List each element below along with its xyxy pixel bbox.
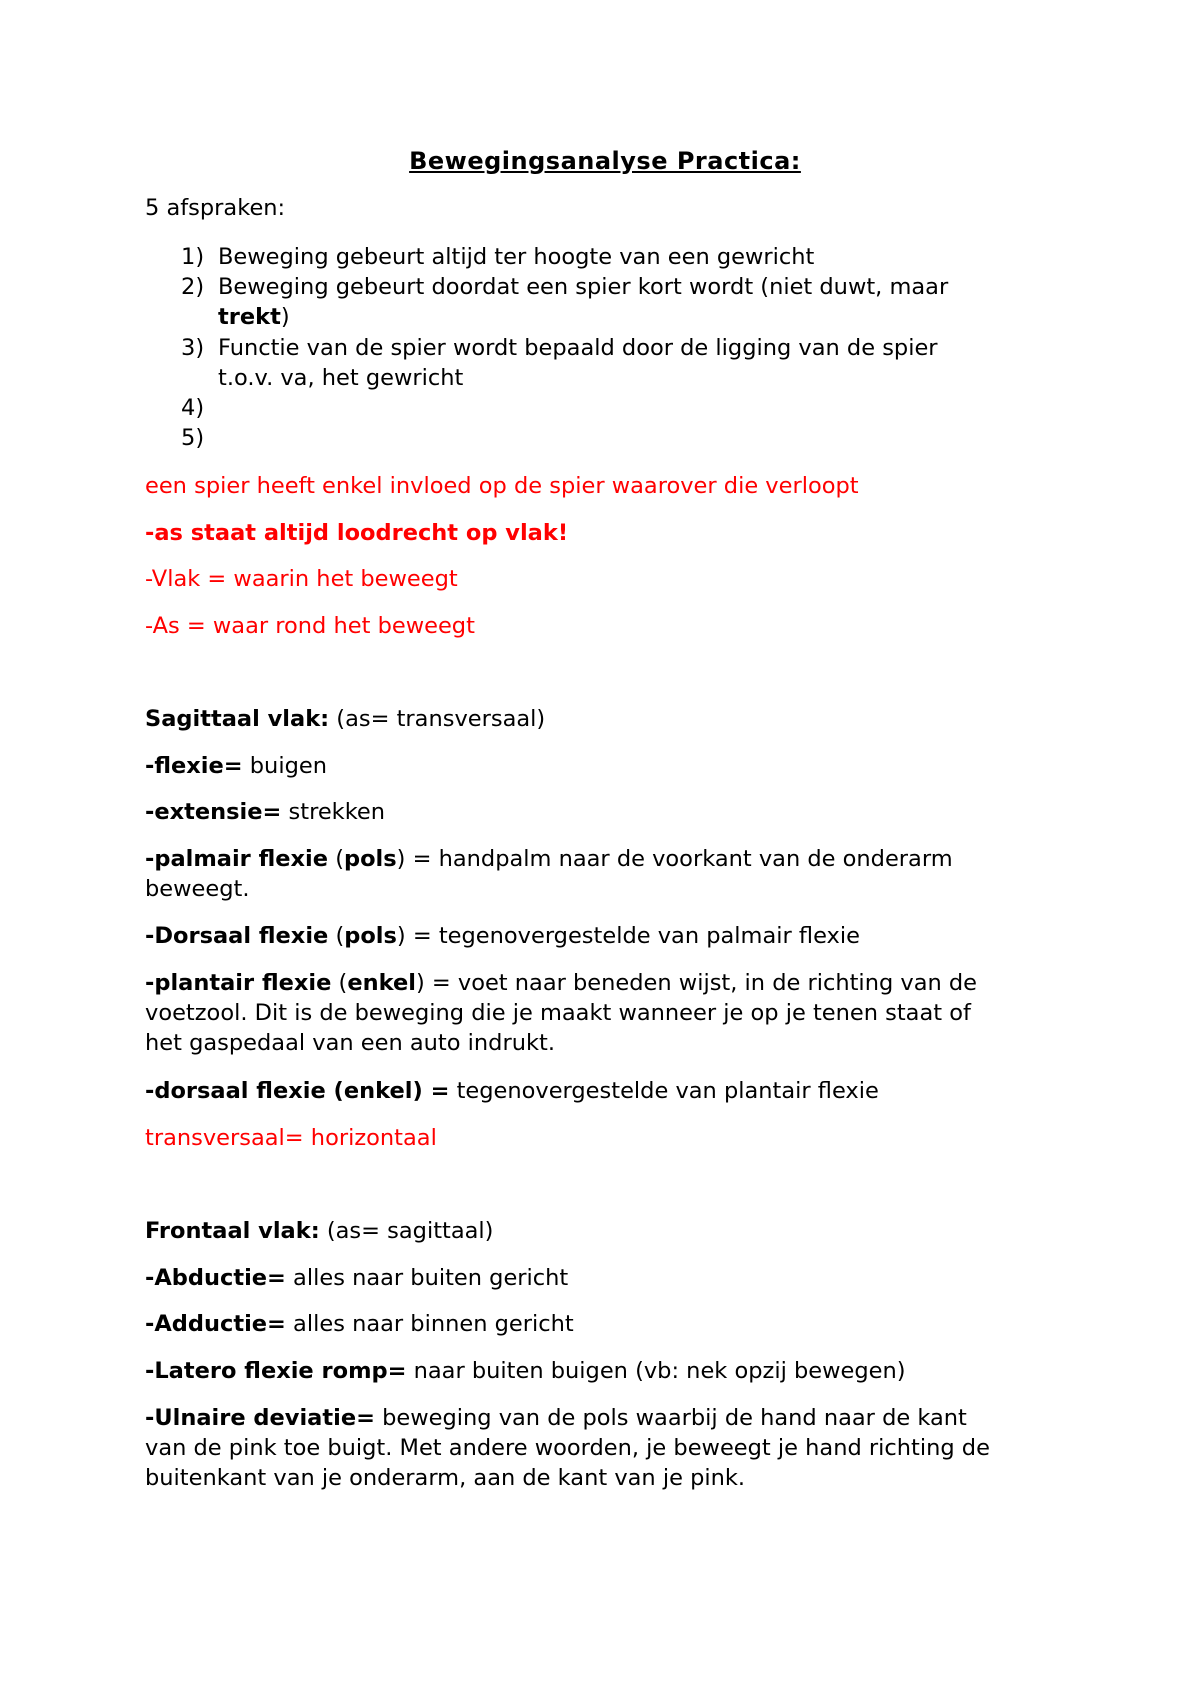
definition: het gaspedaal van een auto indrukt.: [145, 1030, 555, 1056]
definition: voetzool. Dit is de beweging die je maakt wanneer je op je tenen staat of: [145, 1000, 971, 1026]
term: -flexie=: [145, 753, 243, 779]
paren: ) =: [396, 923, 432, 949]
definition-line: [145, 844, 1065, 904]
definition: buigen: [242, 753, 327, 779]
list-text-line: Functie van de spier wordt bepaald door de ligging van de spier: [218, 335, 938, 361]
paren: ) =: [396, 846, 432, 872]
term: -plantair flexie: [145, 970, 332, 996]
definition: strekken: [281, 799, 386, 825]
term: pols: [343, 846, 397, 872]
term: -Abductie=: [145, 1265, 286, 1291]
list-text-line2: t.o.v. va, het gewricht: [218, 365, 464, 391]
definition: tegenovergestelde van palmair flexie: [431, 923, 860, 949]
list-number: 4): [181, 395, 205, 421]
definition-line: [145, 921, 1065, 951]
list-text-line: Beweging gebeurt doordat een spier kort wordt (niet duwt, maar: [218, 274, 949, 300]
list-text: [218, 333, 1038, 393]
definition-line: [145, 1403, 1065, 1493]
list-number: 2): [181, 274, 205, 300]
paren: (: [328, 923, 345, 949]
list-number: 1): [181, 244, 205, 270]
red-bold-text: -as staat altijd loodrecht op vlak!: [145, 520, 569, 546]
definition-line: [145, 1309, 1065, 1339]
definition: alles naar buiten gericht: [285, 1265, 569, 1291]
definition: alles naar binnen gericht: [285, 1311, 574, 1337]
red-note-bold: [145, 518, 1065, 548]
list-number: 3): [181, 335, 205, 361]
list-text: [218, 272, 1038, 332]
section-heading-frontaal: [145, 1216, 1065, 1246]
list-bold: trekt: [218, 304, 281, 330]
term: -palmair flexie: [145, 846, 329, 872]
term: -Ulnaire deviatie=: [145, 1405, 375, 1431]
paren: (: [328, 846, 344, 872]
term: -dorsaal flexie (enkel) =: [145, 1078, 450, 1104]
term: pols: [344, 923, 397, 949]
term: -extensie=: [145, 799, 282, 825]
heading-bold: Sagittaal vlak:: [145, 706, 330, 732]
list-text-after: ): [280, 304, 290, 330]
definition-line: [145, 1263, 1065, 1293]
paren: ) =: [415, 970, 451, 996]
definition: beweging van de pols waarbij de hand naar de kant: [374, 1405, 967, 1431]
definition: beweegt.: [145, 876, 250, 902]
section-heading-sagittaal: [145, 704, 1065, 734]
red-note: een spier heeft enkel invloed op de spier waarover die verloopt: [145, 473, 859, 499]
definition-line: [145, 968, 1065, 1058]
term: enkel: [347, 970, 416, 996]
heading-bold: Frontaal vlak:: [145, 1218, 320, 1244]
definition: voet naar beneden wijst, in de richting van de: [450, 970, 978, 996]
document-title: Bewegingsanalyse Practica:: [409, 147, 801, 175]
term: -Dorsaal flexie: [145, 923, 329, 949]
intro-text: 5 afspraken:: [145, 195, 286, 221]
definition: buitenkant van je onderarm, aan de kant van je pink.: [145, 1465, 746, 1491]
definition: naar buiten buigen (vb: nek opzij bewegen): [406, 1358, 906, 1384]
definition-line: [145, 751, 1065, 781]
list-text: Beweging gebeurt altijd ter hoogte van een gewricht: [218, 244, 815, 270]
definition-line: [145, 1356, 1065, 1386]
definition-line: [145, 797, 1065, 827]
red-note: -Vlak = waarin het beweegt: [145, 566, 458, 592]
list-number: 5): [181, 425, 205, 451]
definition: handpalm naar de voorkant van de onderarm: [431, 846, 953, 872]
heading-text: (as= transversaal): [329, 706, 546, 732]
term: -Adductie=: [145, 1311, 286, 1337]
definition: tegenovergestelde van plantair flexie: [449, 1078, 879, 1104]
red-note: transversaal= horizontaal: [145, 1125, 437, 1151]
definition-line: [145, 1076, 1065, 1106]
heading-text: (as= sagittaal): [319, 1218, 494, 1244]
definition: van de pink toe buigt. Met andere woorden, je beweegt je hand richting de: [145, 1435, 990, 1461]
red-note: -As = waar rond het beweegt: [145, 613, 475, 639]
paren: (: [331, 970, 348, 996]
term: -Latero flexie romp=: [145, 1358, 407, 1384]
